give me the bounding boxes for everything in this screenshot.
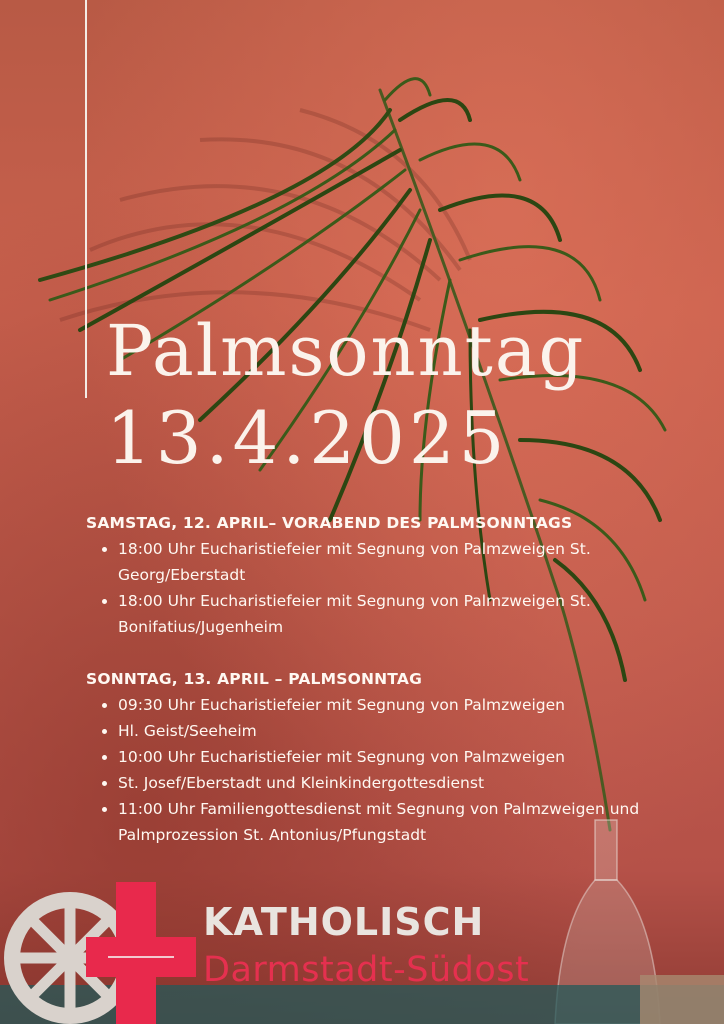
- list-item: • St. Josef/Eberstadt und Kleinkindergottesdienst: [118, 770, 706, 796]
- list-item: • 18:00 Uhr Eucharistiefeier mit Segnung von Palmzweigen St. Georg/Eberstadt: [118, 536, 706, 588]
- schedule-section-saturday: [86, 512, 706, 640]
- event-date: 13.4.2025: [106, 396, 509, 480]
- section-heading: SAMSTAG, 12. APRIL– VORABEND DES PALMSONNTAGS: [86, 514, 573, 532]
- list-item: • Hl. Geist/Seeheim: [118, 718, 706, 744]
- page-title: Palmsonntag: [106, 310, 586, 392]
- cross-logo-icon: [86, 882, 196, 1024]
- decorative-vertical-line: [85, 0, 87, 398]
- list-item: • 10:00 Uhr Eucharistiefeier mit Segnung von Palmzweigen: [118, 744, 706, 770]
- schedule-list: [86, 536, 706, 640]
- list-item: • 09:30 Uhr Eucharistiefeier mit Segnung von Palmzweigen: [118, 692, 706, 718]
- schedule-section-sunday: [86, 668, 706, 848]
- schedule-list: [86, 692, 706, 848]
- palm-leaf-shadow: [60, 110, 470, 330]
- list-item: • 18:00 Uhr Eucharistiefeier mit Segnung von Palmzweigen St. Bonifatius/Jugenheim: [118, 588, 706, 640]
- brand-name: KATHOLISCH: [203, 900, 485, 944]
- list-item: • 11:00 Uhr Familiengottesdienst mit Segnung von Palmzweigen und Palmprozession St. Antonius/Pfungstadt: [118, 796, 706, 848]
- section-heading: SONNTAG, 13. APRIL – PALMSONNTAG: [86, 670, 422, 688]
- brand-region: Darmstadt-Südost: [203, 950, 530, 990]
